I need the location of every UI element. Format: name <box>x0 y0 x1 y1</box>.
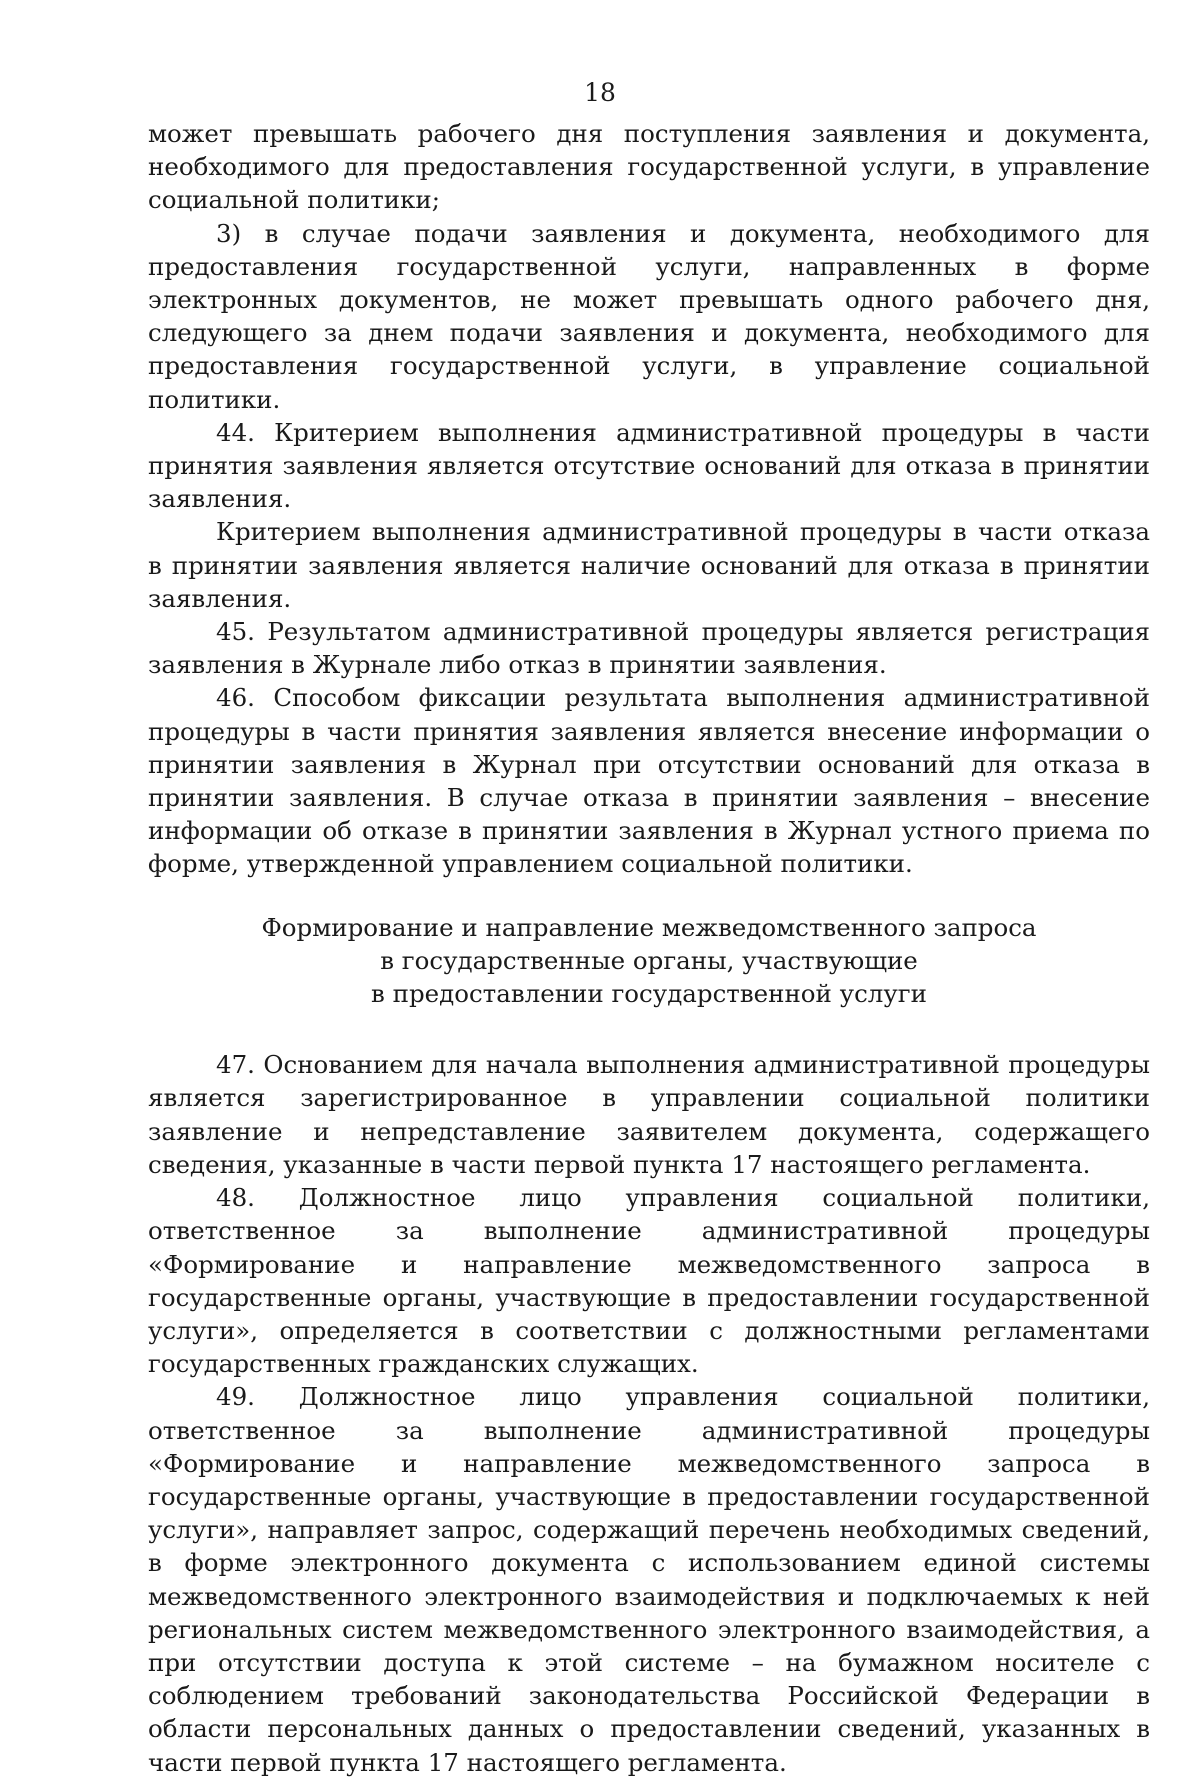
page-number: 18 <box>584 78 616 107</box>
paragraph-47: 47. Основанием для начала выполнения административной процедуры является зарегистрированное в управлении социальной политики заявление и непредставление заявителем документа, содержащего сведения, указанные в части первой пункта 17 настоящего регламента. <box>148 1050 1150 1179</box>
document-body <box>148 117 1150 1779</box>
section-heading-line-3: в предоставлении государственной услуги <box>371 979 927 1009</box>
paragraph-48: 48. Должностное лицо управления социальной политики, ответственное за выполнение административной процедуры «Формирование и направление межведомственного запроса в государственные органы, участвующие в предоставлении государственной услуги», определяется в соответствии с должностными регламентами государственных гражданских служащих. <box>148 1183 1150 1379</box>
section-heading <box>148 911 1150 1011</box>
paragraph-45: 45. Результатом административной процедуры является регистрация заявления в Журнале либо отказ в принятии заявления. <box>148 617 1150 680</box>
paragraph-44: 44. Критерием выполнения административной процедуры в части принятия заявления является отсутствие оснований для отказа в принятии заявления. <box>148 417 1150 514</box>
paragraph-44-refusal-criterion: Критерием выполнения административной процедуры в части отказа в принятии заявления является наличие оснований для отказа в принятии заявления. <box>148 517 1150 613</box>
paragraph-continuation: может превышать рабочего дня поступления заявления и документа, необходимого для предоставления государственной услуги, в управление социальной политики; <box>148 119 1150 215</box>
paragraph-item-3: 3) в случае подачи заявления и документа, необходимого для предоставления государственной услуги, направленных в форме электронных документов, не может превышать одного рабочего дня, следующего за днем подачи заявления и документа, необходимого для предоставления государственной услуги, в управление социальной политики. <box>148 218 1150 414</box>
paragraph-49: 49. Должностное лицо управления социальной политики, ответственное за выполнение административной процедуры «Формирование и направление межведомственного запроса в государственные органы, участвующие в предоставлении государственной услуги», направляет запрос, содержащий перечень необходимых сведений, в форме электронного документа с использованием единой системы межведомственного электронного взаимодействия и подключаемых к ней региональных систем межведомственного электронного взаимодействия, а при отсутствии доступа к этой системе – на бумажном носителе с соблюдением требований законодательства Российской Федерации в области персональных данных о предоставлении сведений, указанных в части первой пункта 17 настоящего регламента. <box>148 1382 1150 1777</box>
section-heading-line-2: в государственные органы, участвующие <box>380 945 918 975</box>
paragraph-46: 46. Способом фиксации результата выполнения административной процедуры в части принятия заявления является внесение информации о принятии заявления в Журнал при отсутствии оснований для отказа в принятии заявления. В случае отказа в принятии заявления – внесение информации об отказе в принятии заявления в Журнал устного приема по форме, утвержденной управлением социальной политики. <box>148 683 1150 879</box>
section-heading-line-1: Формирование и направление межведомственного запроса <box>261 912 1037 942</box>
